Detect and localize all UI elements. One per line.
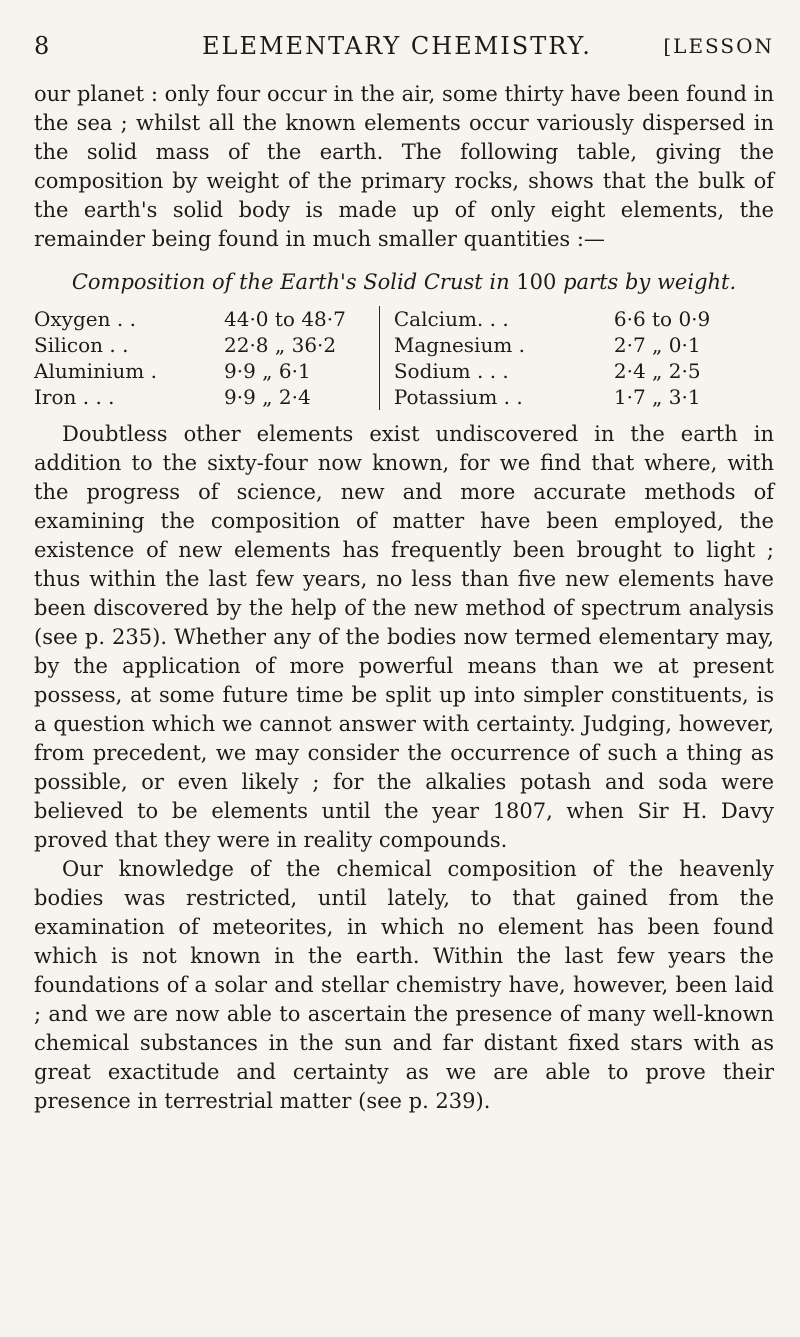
table-right-column — [380, 306, 774, 410]
element-range: 2·4 „ 2·5 — [613, 359, 701, 383]
table-row — [34, 358, 379, 384]
section-label: [LESSON — [663, 34, 774, 58]
paragraph-undiscovered-elements: Doubtless other elements exist undiscovered in the earth in addition to the sixty-four now known, for we find that where, with the progress of science, new and more accurate methods of examining the composition of matter have been employed, the existence of new elements has frequently been brought to light ; thus within the last few years, no less than five new elements have been discovered by the help of the new method of spectrum analysis (see p. 235). Whether any of the bodies now termed elementary may, by the application of more powerful means than we at present possess, at some future time be split up into simpler constituents, is a question which we cannot answer with certainty. Judging, however, from precedent, we may consider the occurrence of such a thing as possible, or even likely ; for the alkalies potash and soda were believed to be elements until the year 1807, when Sir H. Davy proved that they were in reality compounds. — [34, 422, 774, 852]
table-row — [34, 384, 379, 410]
caption-part2: parts by weight. — [563, 270, 737, 294]
element-range: 9·9 „ 2·4 — [224, 385, 311, 409]
element-name: Aluminium . — [34, 359, 157, 383]
element-name: Iron . . . — [34, 385, 115, 409]
page-header — [34, 0, 774, 60]
element-range: 2·7 „ 0·1 — [613, 333, 701, 357]
table-row — [394, 306, 774, 332]
element-name: Calcium. . . — [393, 307, 509, 331]
book-page — [34, 0, 774, 1116]
element-name: Sodium . . . — [393, 359, 509, 383]
running-title: ELEMENTARY CHEMISTRY. — [202, 32, 592, 60]
table-caption — [34, 268, 774, 296]
element-name: Potassium . . — [393, 385, 523, 409]
table-row — [394, 358, 774, 384]
element-range: 9·9 „ 6·1 — [224, 359, 311, 383]
composition-table — [34, 306, 774, 410]
element-name: Oxygen . . — [34, 307, 136, 331]
caption-part1: Composition of the Earth's Solid Crust in — [71, 270, 510, 294]
element-name: Magnesium . — [393, 333, 526, 357]
table-left-column — [34, 306, 380, 410]
page-number: 8 — [34, 32, 51, 60]
element-name: Silicon . . — [34, 333, 129, 357]
paragraph-intro: our planet : only four occur in the air, some thirty have been found in the sea ; whilst all the known elements occur variously dispersed in the solid mass of the earth. The following table, giving the composition by weight of the primary rocks, shows that the bulk of the earth's solid body is made up of only eight elements, the remainder being found in much smaller quantities :— — [34, 82, 774, 251]
table-row — [394, 384, 774, 410]
table-row — [34, 332, 379, 358]
element-range: 22·8 „ 36·2 — [224, 333, 337, 357]
element-range: 6·6 to 0·9 — [613, 307, 711, 331]
paragraph-heavenly-bodies: Our knowledge of the chemical composition of the heavenly bodies was restricted, until lately, to that gained from the examination of meteorites, in which no element has been found which is not known in the earth. Within the last few years the foundations of a solar and stellar chemistry have, however, been laid ; and we are now able to ascertain the presence of many well-known chemical substances in the sun and far distant fixed stars with as great exactitude and certainty as we are able to prove their presence in terrestrial matter (see p. 239). — [34, 857, 774, 1113]
table-row — [394, 332, 774, 358]
caption-number: 100 — [516, 270, 557, 294]
table-row — [34, 306, 379, 332]
element-range: 44·0 to 48·7 — [224, 307, 346, 331]
element-range: 1·7 „ 3·1 — [613, 385, 701, 409]
